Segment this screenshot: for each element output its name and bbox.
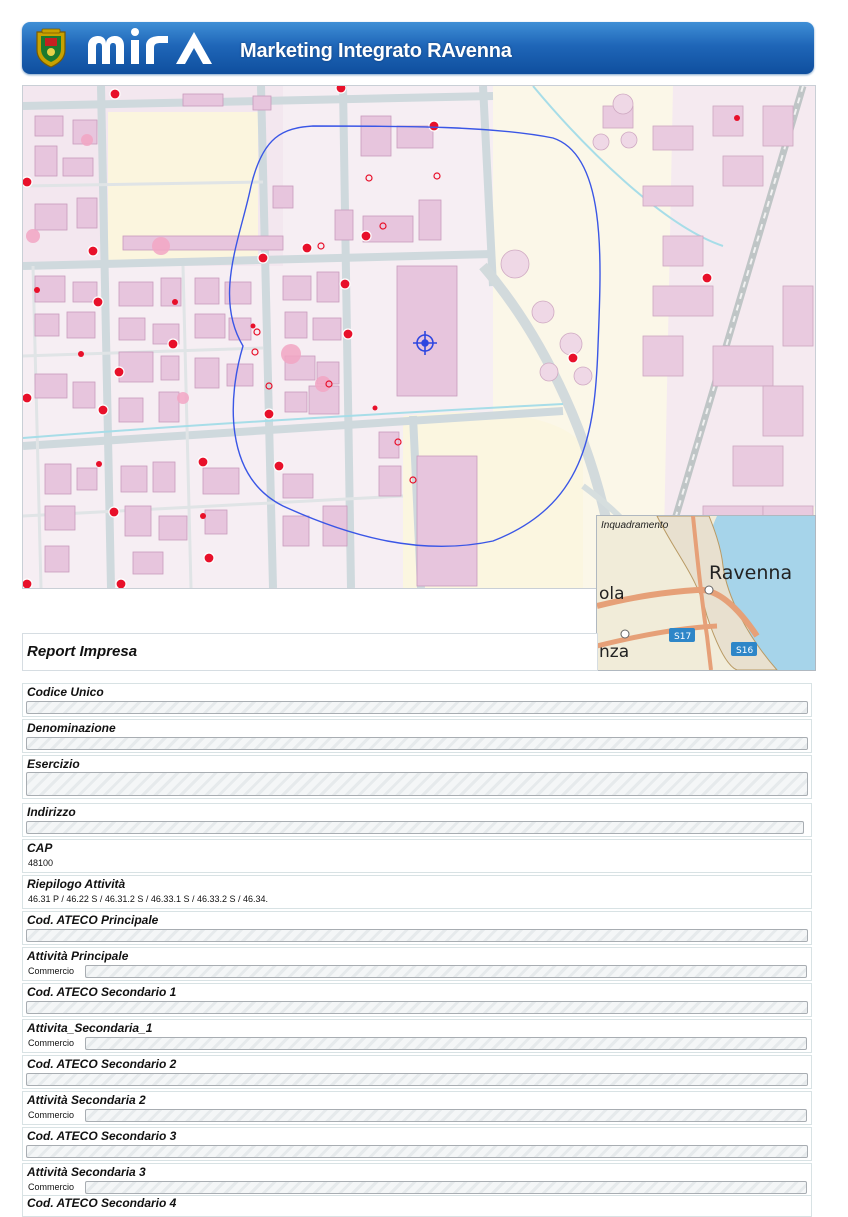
field-label: CAP — [27, 841, 53, 855]
map-canvas[interactable] — [23, 86, 815, 588]
field-riepilogo-attivita — [22, 875, 812, 909]
app-header — [22, 22, 814, 74]
field-label: Cod. ATECO Secondario 1 — [27, 985, 177, 999]
report-title-box — [22, 633, 598, 671]
field-attivita-secondaria-3 — [22, 1163, 812, 1197]
field-esercizio — [22, 755, 812, 799]
overview-place-label: nza — [599, 642, 630, 662]
field-codice-unico — [22, 683, 812, 717]
field-label: Attività Secondaria 3 — [27, 1165, 146, 1179]
report-title: Report Impresa — [27, 643, 138, 660]
field-ateco-secondario-1 — [22, 983, 812, 1017]
field-value-redacted — [85, 1109, 807, 1122]
overview-place-label: ola — [599, 584, 625, 604]
field-label: Indirizzo — [27, 805, 76, 819]
field-label: Cod. ATECO Secondario 2 — [27, 1057, 177, 1071]
field-value: Commercio — [28, 966, 75, 976]
field-value-redacted — [26, 701, 808, 714]
field-value-redacted — [26, 821, 804, 834]
field-value-redacted — [26, 1073, 808, 1086]
field-label: Cod. ATECO Secondario 4 — [27, 1196, 177, 1210]
field-label: Cod. ATECO Secondario 3 — [27, 1129, 177, 1143]
road-shield-s17: S17 — [674, 632, 692, 642]
field-value: Commercio — [28, 1038, 75, 1048]
overview-city-label: Ravenna — [709, 562, 793, 584]
field-value-redacted — [85, 1181, 807, 1194]
field-label: Attivita_Secondaria_1 — [27, 1021, 153, 1035]
overview-map[interactable] — [596, 515, 816, 671]
field-ateco-secondario-2 — [22, 1055, 812, 1089]
crest-icon — [34, 28, 68, 68]
field-value-redacted — [85, 1037, 807, 1050]
field-value: 46.31 P / 46.22 S / 46.31.2 S / 46.33.1 S / 46.33.2 S / 46.34. — [28, 894, 269, 904]
map-view[interactable] — [22, 85, 816, 589]
field-value: Commercio — [28, 1182, 75, 1192]
field-value-redacted — [85, 965, 807, 978]
field-denominazione — [22, 719, 812, 753]
field-label: Esercizio — [27, 757, 80, 771]
field-value-redacted — [26, 1145, 808, 1158]
app-title: Marketing Integrato RAvenna — [240, 40, 512, 62]
field-value: 48100 — [28, 858, 54, 868]
mira-logo — [84, 26, 234, 70]
field-attivita-principale — [22, 947, 812, 981]
field-value-redacted — [26, 772, 808, 796]
field-ateco-secondario-3 — [22, 1127, 812, 1161]
road-shield-s16: S16 — [736, 646, 754, 656]
field-value-redacted — [26, 1001, 808, 1014]
field-attivita-secondaria-1 — [22, 1019, 812, 1053]
field-value: Commercio — [28, 1110, 75, 1120]
field-label: Attività Principale — [27, 949, 129, 963]
field-label: Cod. ATECO Principale — [27, 913, 159, 927]
field-ateco-secondario-4 — [22, 1195, 812, 1217]
field-ateco-principale — [22, 911, 812, 945]
field-label: Denominazione — [27, 721, 116, 735]
field-attivita-secondaria-2 — [22, 1091, 812, 1125]
field-value-redacted — [26, 737, 808, 750]
field-label: Codice Unico — [27, 685, 104, 699]
field-cap — [22, 839, 812, 873]
field-label: Attività Secondaria 2 — [27, 1093, 146, 1107]
overview-map-label: Inquadramento — [601, 520, 669, 531]
field-label: Riepilogo Attività — [27, 877, 126, 891]
field-indirizzo — [22, 803, 812, 837]
field-value-redacted — [26, 929, 808, 942]
